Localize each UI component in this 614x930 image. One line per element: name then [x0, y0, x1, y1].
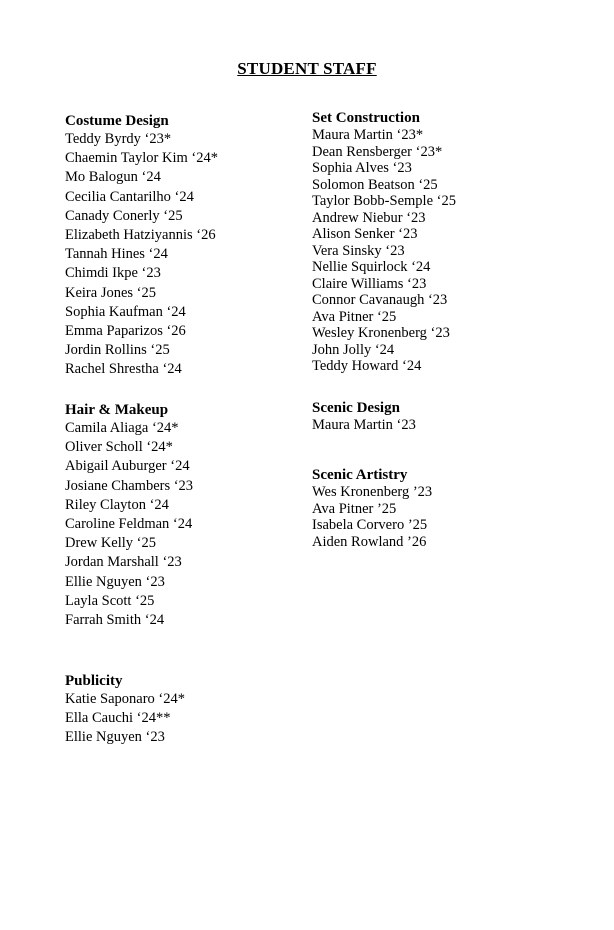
name-list: [312, 127, 456, 375]
staff-name: Ellie Nguyen ‘23: [65, 729, 165, 746]
staff-name: Taylor Bobb-Semple ‘25: [312, 193, 456, 209]
section-heading: Scenic Design: [312, 400, 400, 416]
staff-name: Canady Conerly ‘25: [65, 207, 183, 224]
staff-name: Teddy Howard ‘24: [312, 358, 422, 374]
staff-name: Jordin Rollins ‘25: [65, 342, 170, 359]
staff-name: Elizabeth Hatziyannis ‘26: [65, 227, 216, 244]
staff-name: Connor Cavanaugh ‘23: [312, 292, 448, 308]
staff-name: John Jolly ‘24: [312, 341, 395, 358]
staff-name: Sophia Alves ‘23: [312, 160, 412, 176]
staff-name: Farrah Smith ‘24: [65, 612, 165, 629]
staff-name: Katie Saponaro ‘24*: [65, 691, 185, 707]
staff-name: Maura Martin ‘23: [312, 417, 416, 433]
section-hair-makeup: [65, 401, 193, 630]
staff-name: Jordan Marshall ‘23: [65, 554, 182, 571]
staff-name: Aiden Rowland ’26: [312, 533, 427, 550]
section-scenic-design: [312, 399, 416, 434]
staff-name: Ava Pitner ‘25: [312, 308, 397, 325]
staff-name: Wes Kronenberg ’23: [312, 484, 433, 500]
staff-name: Keira Jones ‘25: [65, 284, 157, 301]
staff-name: Claire Williams ‘23: [312, 275, 427, 292]
staff-name: Vera Sinsky ‘23: [312, 242, 405, 259]
section-costume-design: [65, 112, 218, 380]
staff-name: Rachel Shrestha ‘24: [65, 361, 182, 378]
name-list: [65, 690, 185, 748]
staff-name: Drew Kelly ‘25: [65, 535, 157, 552]
section-heading: Costume Design: [65, 113, 169, 129]
staff-name: Emma Paparizos ‘26: [65, 323, 186, 340]
section-scenic-artistry: [312, 466, 432, 550]
staff-name: Solomon Beatson ‘25: [312, 176, 438, 193]
name-list: [65, 130, 218, 380]
staff-name: Chaemin Taylor Kim ‘24*: [65, 150, 218, 167]
staff-name: Alison Senker ‘23: [312, 226, 418, 242]
staff-name: Ella Cauchi ‘24**: [65, 710, 171, 727]
staff-name: Camila Aliaga ‘24*: [65, 420, 179, 436]
staff-name: Chimdi Ikpe ‘23: [65, 265, 161, 282]
staff-name: Ava Pitner ’25: [312, 500, 397, 517]
staff-name: Dean Rensberger ‘23*: [312, 143, 443, 160]
staff-name: Layla Scott ‘25: [65, 592, 155, 609]
staff-name: Maura Martin ‘23*: [312, 127, 424, 143]
staff-name: Mo Balogun ‘24: [65, 169, 161, 186]
staff-name: Riley Clayton ‘24: [65, 496, 169, 513]
staff-name: Andrew Niebur ‘23: [312, 209, 426, 226]
staff-name: Abigail Auburger ‘24: [65, 458, 190, 475]
page-title: STUDENT STAFF: [237, 59, 377, 78]
staff-name: Isabela Corvero ’25: [312, 517, 428, 533]
name-list: [312, 484, 432, 550]
section-heading: Publicity: [65, 673, 123, 689]
staff-name: Ellie Nguyen ‘23: [65, 573, 165, 590]
staff-name: Sophia Kaufman ‘24: [65, 303, 186, 320]
staff-name: Nellie Squirlock ‘24: [312, 259, 431, 275]
staff-name: Josiane Chambers ‘23: [65, 477, 194, 494]
section-set-construction: [312, 109, 456, 375]
staff-name: Wesley Kronenberg ‘23: [312, 325, 450, 341]
section-heading: Scenic Artistry: [312, 467, 408, 483]
staff-name: Tannah Hines ‘24: [65, 246, 168, 263]
staff-name: Oliver Scholl ‘24*: [65, 439, 173, 456]
staff-name: Cecilia Cantarilho ‘24: [65, 188, 194, 205]
section-publicity: [65, 672, 185, 748]
section-heading: Hair & Makeup: [65, 402, 169, 418]
staff-name: Teddy Byrdy ‘23*: [65, 131, 172, 147]
staff-name: Caroline Feldman ‘24: [65, 516, 193, 533]
name-list: [65, 419, 193, 630]
name-list: [312, 417, 416, 434]
section-heading: Set Construction: [312, 110, 420, 126]
